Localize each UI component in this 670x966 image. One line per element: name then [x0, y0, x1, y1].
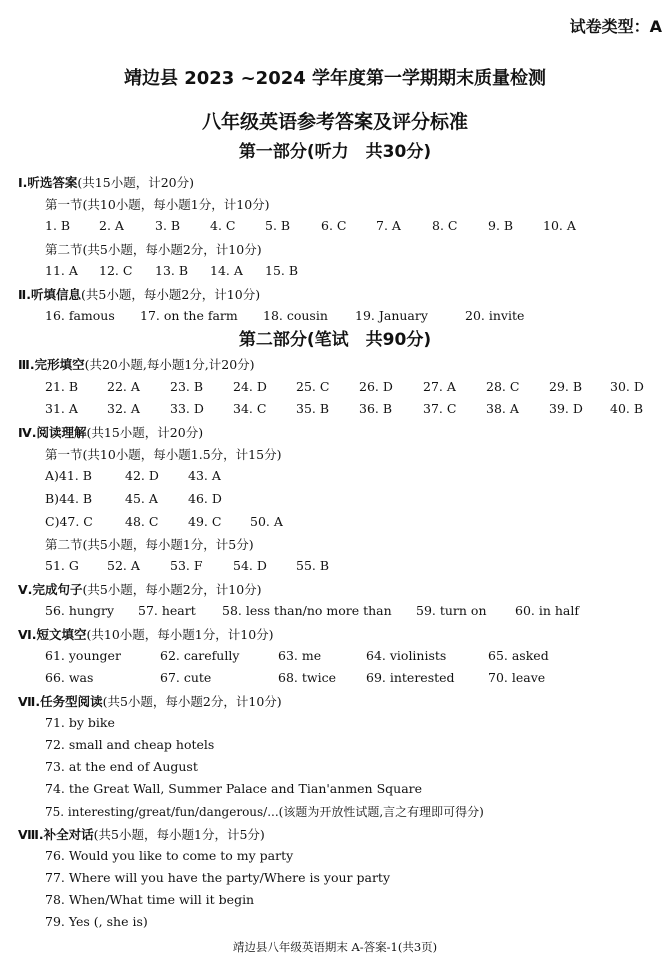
answer-item: 55. B	[296, 558, 330, 573]
answer-item: 66. was	[45, 670, 94, 685]
section-6-heading	[18, 625, 274, 643]
part-two-title: 第二部分(笔试 共90分)	[238, 330, 432, 350]
section-4-part-1: 第一节(共10小题，每小题1.5分，计15分)	[45, 447, 282, 462]
answer-row	[0, 648, 670, 666]
answer-item: 39. D	[549, 401, 583, 416]
section-1-name: 听选答案	[27, 175, 78, 190]
answer-item: 60. in half	[515, 603, 580, 618]
answer-item: 63. me	[278, 648, 322, 663]
answer-item: 38. A	[486, 401, 519, 416]
answer-item: 65. asked	[488, 648, 549, 663]
answer-item: 48. C	[125, 514, 159, 529]
section-7-heading	[18, 692, 282, 710]
answer-item: 43. A	[188, 468, 221, 483]
section-8-number: Ⅷ.	[18, 827, 44, 842]
answer-item: 5. B	[265, 218, 291, 233]
answer-item: 4. C	[210, 218, 236, 233]
section-7-desc: (共5小题，每小题2分，计10分)	[102, 694, 282, 709]
answer-line: 77. Where will you have the party/Where is your party	[45, 870, 391, 885]
answer-item: 42. D	[125, 468, 159, 483]
answer-item: 37. C	[423, 401, 457, 416]
answer-row	[0, 218, 670, 236]
section-5-heading	[18, 580, 262, 598]
answer-item: 33. D	[170, 401, 204, 416]
section-2-heading	[18, 285, 260, 303]
section-1-number: Ⅰ.	[18, 175, 28, 190]
answer-item: 21. B	[45, 379, 79, 394]
answer-item: 13. B	[155, 263, 189, 278]
answer-item: 9. B	[488, 218, 514, 233]
paper-type-label: 试卷类型：A	[569, 17, 662, 36]
answer-row	[0, 379, 670, 397]
answer-item: 14. A	[210, 263, 243, 278]
exam-title: 靖边县 2023 ~2024 学年度第一学期期末质量检测	[123, 68, 547, 89]
answer-item: 26. D	[359, 379, 393, 394]
answer-item: 51. G	[45, 558, 79, 573]
answer-item: 58. less than/no more than	[222, 603, 392, 618]
answer-item: B)44. B	[45, 491, 93, 506]
answer-item: A)41. B	[45, 468, 92, 483]
section-4-name: 阅读理解	[36, 425, 87, 440]
answer-item: 32. A	[107, 401, 140, 416]
answer-item: 49. C	[188, 514, 222, 529]
section-1-heading	[18, 173, 194, 191]
section-5-name: 完成句子	[32, 582, 83, 597]
answer-item: 61. younger	[45, 648, 121, 663]
answer-item: 1. B	[45, 218, 71, 233]
section-8-desc: (共5小题，每小题1分，计5分)	[93, 827, 265, 842]
answer-item: 7. A	[376, 218, 401, 233]
answer-item: 8. C	[432, 218, 458, 233]
answer-item: 20. invite	[465, 308, 525, 323]
answer-item: 45. A	[125, 491, 158, 506]
section-6-name: 短文填空	[36, 627, 87, 642]
answer-row	[0, 558, 670, 576]
answer-item: 18. cousin	[263, 308, 328, 323]
answer-item: 27. A	[423, 379, 456, 394]
answer-item: 24. D	[233, 379, 267, 394]
answer-item: 16. famous	[45, 308, 115, 323]
answer-item: 62. carefully	[160, 648, 240, 663]
page-footer: 靖边县八年级英语期末 A-答案-1(共3页)	[232, 940, 438, 954]
answer-line: 71. by bike	[45, 715, 115, 730]
answer-item: 10. A	[543, 218, 576, 233]
answer-item: 15. B	[265, 263, 299, 278]
answer-row	[0, 603, 670, 621]
answer-item: 54. D	[233, 558, 267, 573]
answer-line: 72. small and cheap hotels	[45, 737, 215, 752]
answer-row	[0, 308, 670, 326]
section-1-part-2: 第二节(共5小题，每小题2分，计10分)	[45, 242, 262, 257]
answer-item: 56. hungry	[45, 603, 115, 618]
answer-item: 50. A	[250, 514, 283, 529]
section-4-desc: (共15小题，计20分)	[86, 425, 204, 440]
answer-item: 36. B	[359, 401, 393, 416]
answer-item: 68. twice	[278, 670, 336, 685]
section-4-part-2: 第二节(共5小题，每小题1分，计5分)	[45, 537, 254, 552]
section-8-heading	[18, 825, 265, 843]
section-4-heading	[18, 423, 203, 441]
section-5-desc: (共5小题，每小题2分，计10分)	[82, 582, 262, 597]
section-3-desc: (共20小题,每小题1分,计20分)	[84, 357, 255, 372]
answer-item: 12. C	[99, 263, 133, 278]
part-one-title: 第一部分(听力 共30分)	[238, 142, 432, 162]
answer-item: 17. on the farm	[140, 308, 238, 323]
section-1-desc: (共15小题，计20分)	[77, 175, 194, 190]
answer-item: 46. D	[188, 491, 222, 506]
section-4-number: Ⅳ.	[18, 425, 37, 440]
section-1-part-1: 第一节(共10小题，每小题1分，计10分)	[45, 197, 270, 212]
answer-item: 3. B	[155, 218, 181, 233]
section-8-name: 补全对话	[43, 827, 94, 842]
answer-line: 73. at the end of August	[45, 759, 198, 774]
section-5-number: Ⅴ.	[18, 582, 33, 597]
answer-item: 59. turn on	[416, 603, 487, 618]
answer-item: 2. A	[99, 218, 124, 233]
answer-item: 22. A	[107, 379, 140, 394]
answer-line: 76. Would you like to come to my party	[45, 848, 294, 863]
section-2-number: Ⅱ.	[18, 287, 31, 302]
answer-item: 30. D	[610, 379, 644, 394]
answer-item: 23. B	[170, 379, 204, 394]
section-2-desc: (共5小题，每小题2分，计10分)	[81, 287, 261, 302]
section-3-heading	[18, 355, 255, 373]
answer-item: 57. heart	[138, 603, 196, 618]
answer-row	[0, 514, 670, 532]
answer-row	[0, 263, 670, 281]
answer-item: 34. C	[233, 401, 267, 416]
answer-item: 25. C	[296, 379, 330, 394]
answer-row	[0, 670, 670, 688]
answer-item: 6. C	[321, 218, 347, 233]
section-2-name: 听填信息	[30, 287, 81, 302]
answer-item: 11. A	[45, 263, 78, 278]
answer-row	[0, 491, 670, 509]
answer-item: 29. B	[549, 379, 583, 394]
answer-item: 64. violinists	[366, 648, 447, 663]
answer-line: 75. interesting/great/fun/dangerous/...(该题为开放性试题,言之有理即可得分)	[45, 805, 484, 819]
answer-item: 28. C	[486, 379, 520, 394]
answer-item: 40. B	[610, 401, 644, 416]
answer-item: 70. leave	[488, 670, 546, 685]
answer-item: 31. A	[45, 401, 78, 416]
answer-row	[0, 468, 670, 486]
answer-item: 67. cute	[160, 670, 212, 685]
section-6-desc: (共10小题，每小题1分，计10分)	[86, 627, 274, 642]
answer-item: 19. January	[355, 308, 428, 323]
answer-row	[0, 401, 670, 419]
answer-line: 78. When/What time will it begin	[45, 892, 255, 907]
answer-line: 74. the Great Wall, Summer Palace and Tian'anmen Square	[45, 781, 423, 796]
section-7-number: Ⅶ.	[18, 694, 41, 709]
section-3-name: 完形填空	[34, 357, 85, 372]
answer-line: 79. Yes (, she is)	[45, 914, 148, 929]
answer-item: C)47. C	[45, 514, 93, 529]
answer-item: 53. F	[170, 558, 203, 573]
answer-item: 35. B	[296, 401, 330, 416]
section-7-name: 任务型阅读	[40, 694, 103, 709]
answer-item: 69. interested	[366, 670, 455, 685]
answer-key-title: 八年级英语参考答案及评分标准	[201, 111, 468, 133]
section-6-number: Ⅵ.	[18, 627, 37, 642]
section-3-number: Ⅲ.	[18, 357, 35, 372]
answer-item: 52. A	[107, 558, 140, 573]
